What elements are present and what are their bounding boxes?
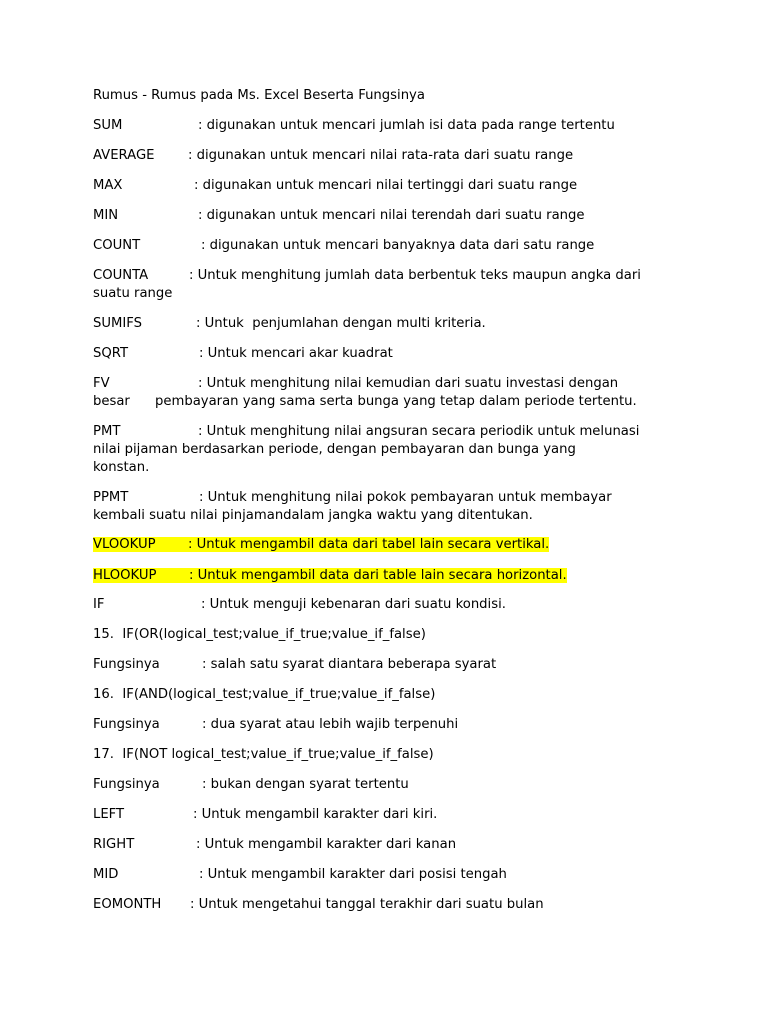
entry-min: [93, 207, 693, 225]
entry-term: RIGHT: [93, 837, 135, 852]
entry-desc: : bukan dengan syarat tertentu: [202, 777, 409, 792]
entry-term: SUM: [93, 118, 123, 133]
entry-term: MID: [93, 867, 119, 882]
entry-fungsinya-not: [93, 776, 693, 794]
entry-desc: : salah satu syarat diantara beberapa syarat: [202, 657, 497, 672]
entry-desc-continued: besar pembayaran yang sama serta bunga yang tetap dalam periode tertentu.: [93, 394, 637, 409]
entry-desc: : Untuk mengambil karakter dari posisi tengah: [199, 867, 507, 882]
entry-desc: : Untuk menghitung nilai pokok pembayaran untuk membayar: [199, 490, 612, 505]
entry-term: PMT: [93, 424, 121, 439]
entry-desc: : digunakan untuk mencari banyaknya data dari satu range: [201, 238, 595, 253]
entry-desc: : Untuk mengambil data dari table lain secara horizontal.: [189, 568, 567, 583]
entry-if-or: [93, 626, 693, 644]
highlight: [93, 537, 549, 552]
entry-right: [93, 836, 693, 854]
entry-desc-continued: nilai pijaman berdasarkan periode, dengan pembayaran dan bunga yang: [93, 442, 576, 457]
entry-mid: [93, 866, 693, 884]
entry-max: [93, 177, 693, 195]
entry-eomonth: [93, 896, 693, 914]
entry-vlookup: [93, 536, 693, 554]
entry-desc: : dua syarat atau lebih wajib terpenuhi: [202, 717, 459, 732]
entry-if: [93, 596, 693, 614]
entry-if-not: [93, 746, 693, 764]
entry-term: MAX: [93, 178, 123, 193]
entry-desc: : Untuk mengambil data dari tabel lain secara vertikal.: [188, 537, 550, 552]
entry-term: SQRT: [93, 346, 129, 361]
entry-term: Fungsinya: [93, 657, 160, 672]
entry-term: IF: [93, 597, 105, 612]
entry-fungsinya-and: [93, 716, 693, 734]
entry-formula: 16. IF(AND(logical_test;value_if_true;value_if_false): [93, 687, 436, 702]
entry-fungsinya-or: [93, 656, 693, 674]
entry-term: MIN: [93, 208, 119, 223]
entry-desc: : Untuk mencari akar kuadrat: [199, 346, 393, 361]
entry-desc-continued: kembali suatu nilai pinjamandalam jangka waktu yang ditentukan.: [93, 508, 533, 523]
entry-fv: [93, 375, 693, 411]
document-page: [93, 0, 693, 1024]
entry-desc: : Untuk menghitung nilai kemudian dari suatu investasi dengan: [198, 376, 619, 391]
entry-term: SUMIFS: [93, 316, 143, 331]
document-title: Rumus - Rumus pada Ms. Excel Beserta Fungsinya: [93, 88, 425, 103]
entry-desc: : digunakan untuk mencari nilai terendah dari suatu range: [198, 208, 585, 223]
entry-desc-continued: konstan.: [93, 460, 150, 475]
entry-pmt: [93, 423, 693, 477]
entry-hlookup: [93, 567, 693, 585]
entry-term: COUNT: [93, 238, 141, 253]
entry-term: Fungsinya: [93, 777, 160, 792]
entry-term: HLOOKUP: [93, 568, 157, 583]
entry-sqrt: [93, 345, 693, 363]
entry-ppmt: [93, 489, 693, 525]
entry-desc: : Untuk menghitung jumlah data berbentuk teks maupun angka dari: [189, 268, 641, 283]
entry-desc: : digunakan untuk mencari nilai rata-rata dari suatu range: [188, 148, 574, 163]
entry-term: LEFT: [93, 807, 125, 822]
entry-count: [93, 237, 693, 255]
entry-left: [93, 806, 693, 824]
entry-term: Fungsinya: [93, 717, 160, 732]
entry-formula: 15. IF(OR(logical_test;value_if_true;value_if_false): [93, 627, 426, 642]
entry-term: EOMONTH: [93, 897, 162, 912]
entry-average: [93, 147, 693, 165]
entry-sumifs: [93, 315, 693, 333]
entry-desc: : Untuk mengambil karakter dari kiri.: [193, 807, 438, 822]
entry-desc: : digunakan untuk mencari jumlah isi data pada range tertentu: [198, 118, 615, 133]
entry-desc: : Untuk penjumlahan dengan multi kriteria.: [196, 316, 486, 331]
entry-if-and: [93, 686, 693, 704]
entry-desc: : Untuk menguji kebenaran dari suatu kondisi.: [201, 597, 506, 612]
entry-term: FV: [93, 376, 110, 391]
entry-term: PPMT: [93, 490, 129, 505]
entry-formula: 17. IF(NOT logical_test;value_if_true;value_if_false): [93, 747, 434, 762]
entry-desc: : digunakan untuk mencari nilai tertinggi dari suatu range: [194, 178, 578, 193]
entry-term: VLOOKUP: [93, 537, 156, 552]
entry-desc: : Untuk mengetahui tanggal terakhir dari suatu bulan: [190, 897, 544, 912]
entry-term: COUNTA: [93, 268, 149, 283]
entry-desc-continued: suatu range: [93, 286, 173, 301]
entry-sum: [93, 117, 693, 135]
entry-counta: [93, 267, 693, 303]
entry-desc: : Untuk menghitung nilai angsuran secara periodik untuk melunasi: [198, 424, 640, 439]
entry-term: AVERAGE: [93, 148, 155, 163]
highlight: [93, 568, 567, 583]
entry-desc: : Untuk mengambil karakter dari kanan: [196, 837, 457, 852]
